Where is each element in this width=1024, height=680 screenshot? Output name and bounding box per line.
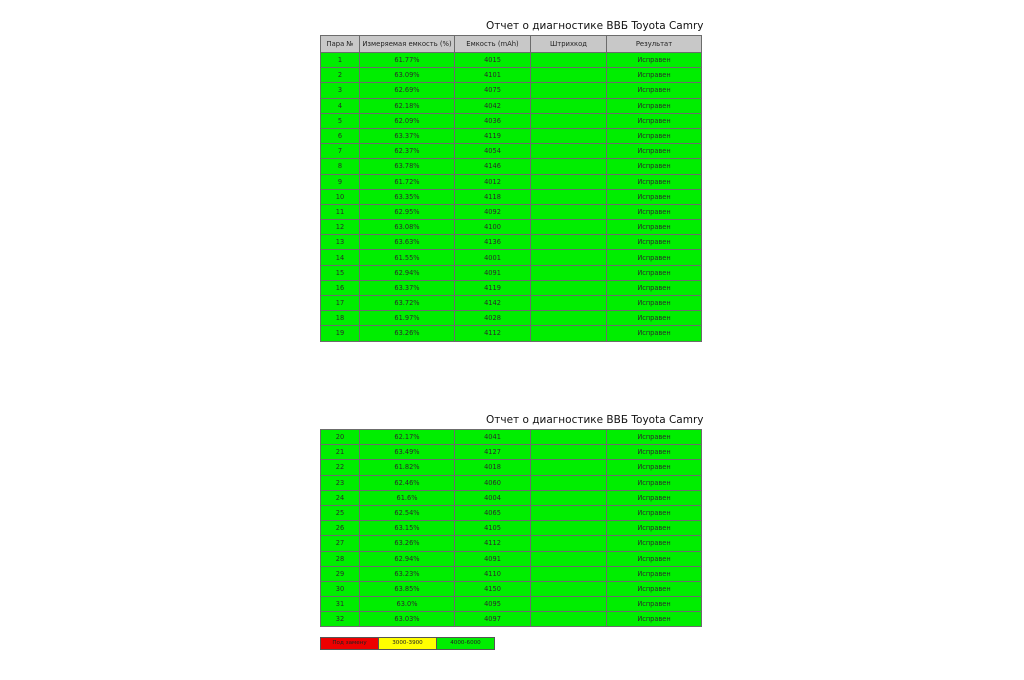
cell-barcode xyxy=(531,521,607,536)
cell-result: Исправен xyxy=(607,68,702,83)
cell-measured-capacity: 61.77% xyxy=(360,53,455,68)
table-row xyxy=(321,280,702,295)
cell-capacity-mah: 4054 xyxy=(455,144,531,159)
cell-result: Исправен xyxy=(607,250,702,265)
cell-measured-capacity: 63.03% xyxy=(360,612,455,627)
cell-capacity-mah: 4041 xyxy=(455,430,531,445)
cell-result: Исправен xyxy=(607,597,702,612)
cell-measured-capacity: 62.54% xyxy=(360,505,455,520)
cell-pair-number: 12 xyxy=(321,220,360,235)
table-row xyxy=(321,581,702,596)
cell-pair-number: 31 xyxy=(321,597,360,612)
cell-barcode xyxy=(531,597,607,612)
cell-capacity-mah: 4028 xyxy=(455,311,531,326)
cell-pair-number: 9 xyxy=(321,174,360,189)
cell-result: Исправен xyxy=(607,235,702,250)
color-legend xyxy=(320,637,495,650)
cell-result: Исправен xyxy=(607,536,702,551)
cell-pair-number: 21 xyxy=(321,445,360,460)
cell-barcode xyxy=(531,326,607,341)
column-header-result: Результат xyxy=(607,36,702,53)
table-row xyxy=(321,445,702,460)
cell-capacity-mah: 4119 xyxy=(455,128,531,143)
cell-measured-capacity: 62.09% xyxy=(360,113,455,128)
cell-capacity-mah: 4015 xyxy=(455,53,531,68)
cell-result: Исправен xyxy=(607,475,702,490)
cell-result: Исправен xyxy=(607,445,702,460)
cell-capacity-mah: 4105 xyxy=(455,521,531,536)
cell-barcode xyxy=(531,128,607,143)
cell-pair-number: 6 xyxy=(321,128,360,143)
table-row xyxy=(321,144,702,159)
cell-measured-capacity: 63.23% xyxy=(360,566,455,581)
cell-pair-number: 29 xyxy=(321,566,360,581)
table-row xyxy=(321,159,702,174)
table-row xyxy=(321,128,702,143)
cell-barcode xyxy=(531,68,607,83)
cell-pair-number: 27 xyxy=(321,536,360,551)
cell-capacity-mah: 4095 xyxy=(455,597,531,612)
table-row xyxy=(321,296,702,311)
cell-capacity-mah: 4091 xyxy=(455,265,531,280)
cell-measured-capacity: 62.46% xyxy=(360,475,455,490)
cell-result: Исправен xyxy=(607,490,702,505)
page-title: Отчет о диагностике ВВБ Toyota Camry xyxy=(486,414,704,426)
cell-measured-capacity: 63.0% xyxy=(360,597,455,612)
column-header-capacity-mah: Емкость (mAh) xyxy=(455,36,531,53)
cell-barcode xyxy=(531,430,607,445)
cell-capacity-mah: 4001 xyxy=(455,250,531,265)
cell-capacity-mah: 4127 xyxy=(455,445,531,460)
cell-pair-number: 20 xyxy=(321,430,360,445)
cell-barcode xyxy=(531,551,607,566)
diagnostics-table xyxy=(320,429,702,627)
cell-pair-number: 4 xyxy=(321,98,360,113)
cell-pair-number: 5 xyxy=(321,113,360,128)
cell-pair-number: 26 xyxy=(321,521,360,536)
table-row xyxy=(321,189,702,204)
cell-pair-number: 10 xyxy=(321,189,360,204)
cell-pair-number: 1 xyxy=(321,53,360,68)
legend-replace: Под замену xyxy=(321,638,379,649)
cell-measured-capacity: 62.17% xyxy=(360,430,455,445)
cell-capacity-mah: 4004 xyxy=(455,490,531,505)
table-row xyxy=(321,460,702,475)
table-row xyxy=(321,612,702,627)
cell-pair-number: 3 xyxy=(321,83,360,98)
cell-barcode xyxy=(531,53,607,68)
cell-barcode xyxy=(531,235,607,250)
cell-result: Исправен xyxy=(607,83,702,98)
cell-capacity-mah: 4036 xyxy=(455,113,531,128)
cell-result: Исправен xyxy=(607,280,702,295)
cell-barcode xyxy=(531,311,607,326)
legend-3000-3900: 3000-3900 xyxy=(379,638,437,649)
cell-capacity-mah: 4119 xyxy=(455,280,531,295)
table-row xyxy=(321,430,702,445)
cell-capacity-mah: 4012 xyxy=(455,174,531,189)
cell-pair-number: 22 xyxy=(321,460,360,475)
table-row xyxy=(321,536,702,551)
cell-capacity-mah: 4075 xyxy=(455,83,531,98)
cell-barcode xyxy=(531,566,607,581)
cell-pair-number: 11 xyxy=(321,204,360,219)
cell-result: Исправен xyxy=(607,128,702,143)
cell-measured-capacity: 63.26% xyxy=(360,326,455,341)
cell-capacity-mah: 4018 xyxy=(455,460,531,475)
cell-pair-number: 19 xyxy=(321,326,360,341)
cell-barcode xyxy=(531,250,607,265)
table-row xyxy=(321,311,702,326)
cell-barcode xyxy=(531,296,607,311)
table-row xyxy=(321,98,702,113)
cell-measured-capacity: 63.09% xyxy=(360,68,455,83)
cell-result: Исправен xyxy=(607,220,702,235)
cell-measured-capacity: 62.94% xyxy=(360,551,455,566)
cell-pair-number: 25 xyxy=(321,505,360,520)
cell-result: Исправен xyxy=(607,189,702,204)
cell-capacity-mah: 4150 xyxy=(455,581,531,596)
table-row xyxy=(321,490,702,505)
cell-pair-number: 16 xyxy=(321,280,360,295)
cell-pair-number: 8 xyxy=(321,159,360,174)
cell-measured-capacity: 61.97% xyxy=(360,311,455,326)
cell-result: Исправен xyxy=(607,296,702,311)
table-row xyxy=(321,220,702,235)
table-row xyxy=(321,326,702,341)
cell-measured-capacity: 61.6% xyxy=(360,490,455,505)
cell-pair-number: 23 xyxy=(321,475,360,490)
table-row xyxy=(321,53,702,68)
cell-pair-number: 15 xyxy=(321,265,360,280)
table-body xyxy=(321,53,702,342)
cell-measured-capacity: 62.69% xyxy=(360,83,455,98)
cell-pair-number: 7 xyxy=(321,144,360,159)
cell-capacity-mah: 4101 xyxy=(455,68,531,83)
cell-barcode xyxy=(531,265,607,280)
cell-measured-capacity: 62.95% xyxy=(360,204,455,219)
cell-measured-capacity: 63.63% xyxy=(360,235,455,250)
cell-result: Исправен xyxy=(607,204,702,219)
cell-pair-number: 18 xyxy=(321,311,360,326)
cell-measured-capacity: 62.94% xyxy=(360,265,455,280)
cell-barcode xyxy=(531,83,607,98)
cell-pair-number: 24 xyxy=(321,490,360,505)
cell-capacity-mah: 4112 xyxy=(455,326,531,341)
cell-capacity-mah: 4097 xyxy=(455,612,531,627)
cell-result: Исправен xyxy=(607,581,702,596)
column-header-measured-capacity: Измеряемая емкость (%) xyxy=(360,36,455,53)
table-row xyxy=(321,204,702,219)
cell-barcode xyxy=(531,144,607,159)
table-row xyxy=(321,174,702,189)
cell-measured-capacity: 63.85% xyxy=(360,581,455,596)
cell-pair-number: 28 xyxy=(321,551,360,566)
cell-pair-number: 13 xyxy=(321,235,360,250)
cell-barcode xyxy=(531,204,607,219)
column-header-pair-number: Пара № xyxy=(321,36,360,53)
cell-result: Исправен xyxy=(607,159,702,174)
column-header-barcode: Штрихкод xyxy=(531,36,607,53)
cell-measured-capacity: 62.18% xyxy=(360,98,455,113)
cell-result: Исправен xyxy=(607,144,702,159)
cell-capacity-mah: 4146 xyxy=(455,159,531,174)
cell-result: Исправен xyxy=(607,551,702,566)
cell-barcode xyxy=(531,159,607,174)
cell-capacity-mah: 4065 xyxy=(455,505,531,520)
cell-barcode xyxy=(531,490,607,505)
cell-pair-number: 17 xyxy=(321,296,360,311)
cell-result: Исправен xyxy=(607,174,702,189)
cell-measured-capacity: 61.55% xyxy=(360,250,455,265)
cell-barcode xyxy=(531,220,607,235)
cell-result: Исправен xyxy=(607,521,702,536)
cell-capacity-mah: 4092 xyxy=(455,204,531,219)
cell-result: Исправен xyxy=(607,460,702,475)
cell-result: Исправен xyxy=(607,98,702,113)
cell-result: Исправен xyxy=(607,265,702,280)
cell-result: Исправен xyxy=(607,113,702,128)
cell-measured-capacity: 63.78% xyxy=(360,159,455,174)
cell-pair-number: 2 xyxy=(321,68,360,83)
cell-capacity-mah: 4136 xyxy=(455,235,531,250)
table-row xyxy=(321,566,702,581)
page-title: Отчет о диагностике ВВБ Toyota Camry xyxy=(486,20,704,32)
cell-measured-capacity: 63.49% xyxy=(360,445,455,460)
cell-capacity-mah: 4060 xyxy=(455,475,531,490)
cell-result: Исправен xyxy=(607,566,702,581)
cell-capacity-mah: 4142 xyxy=(455,296,531,311)
cell-capacity-mah: 4110 xyxy=(455,566,531,581)
cell-measured-capacity: 63.72% xyxy=(360,296,455,311)
table-row xyxy=(321,475,702,490)
cell-pair-number: 32 xyxy=(321,612,360,627)
cell-capacity-mah: 4118 xyxy=(455,189,531,204)
cell-barcode xyxy=(531,505,607,520)
cell-barcode xyxy=(531,189,607,204)
cell-capacity-mah: 4100 xyxy=(455,220,531,235)
cell-result: Исправен xyxy=(607,326,702,341)
cell-barcode xyxy=(531,98,607,113)
diagnostics-table xyxy=(320,35,702,342)
cell-pair-number: 14 xyxy=(321,250,360,265)
table-row xyxy=(321,83,702,98)
cell-barcode xyxy=(531,612,607,627)
cell-result: Исправен xyxy=(607,430,702,445)
cell-barcode xyxy=(531,460,607,475)
cell-measured-capacity: 63.37% xyxy=(360,128,455,143)
cell-barcode xyxy=(531,113,607,128)
cell-capacity-mah: 4112 xyxy=(455,536,531,551)
table-body xyxy=(321,430,702,627)
cell-measured-capacity: 63.15% xyxy=(360,521,455,536)
table-header-row xyxy=(321,36,702,53)
cell-measured-capacity: 61.82% xyxy=(360,460,455,475)
cell-capacity-mah: 4091 xyxy=(455,551,531,566)
table-row xyxy=(321,551,702,566)
cell-result: Исправен xyxy=(607,505,702,520)
cell-measured-capacity: 63.35% xyxy=(360,189,455,204)
legend-4000-6000: 4000-6000 xyxy=(437,638,494,649)
cell-result: Исправен xyxy=(607,612,702,627)
cell-pair-number: 30 xyxy=(321,581,360,596)
cell-barcode xyxy=(531,445,607,460)
cell-barcode xyxy=(531,536,607,551)
cell-result: Исправен xyxy=(607,311,702,326)
cell-measured-capacity: 63.08% xyxy=(360,220,455,235)
cell-barcode xyxy=(531,581,607,596)
cell-barcode xyxy=(531,174,607,189)
cell-measured-capacity: 63.26% xyxy=(360,536,455,551)
table-row xyxy=(321,250,702,265)
table-row xyxy=(321,113,702,128)
table-row xyxy=(321,265,702,280)
table-row xyxy=(321,505,702,520)
cell-result: Исправен xyxy=(607,53,702,68)
table-row xyxy=(321,597,702,612)
table-row xyxy=(321,521,702,536)
cell-measured-capacity: 61.72% xyxy=(360,174,455,189)
cell-barcode xyxy=(531,475,607,490)
cell-measured-capacity: 62.37% xyxy=(360,144,455,159)
table-row xyxy=(321,235,702,250)
cell-barcode xyxy=(531,280,607,295)
cell-capacity-mah: 4042 xyxy=(455,98,531,113)
table-row xyxy=(321,68,702,83)
cell-measured-capacity: 63.37% xyxy=(360,280,455,295)
